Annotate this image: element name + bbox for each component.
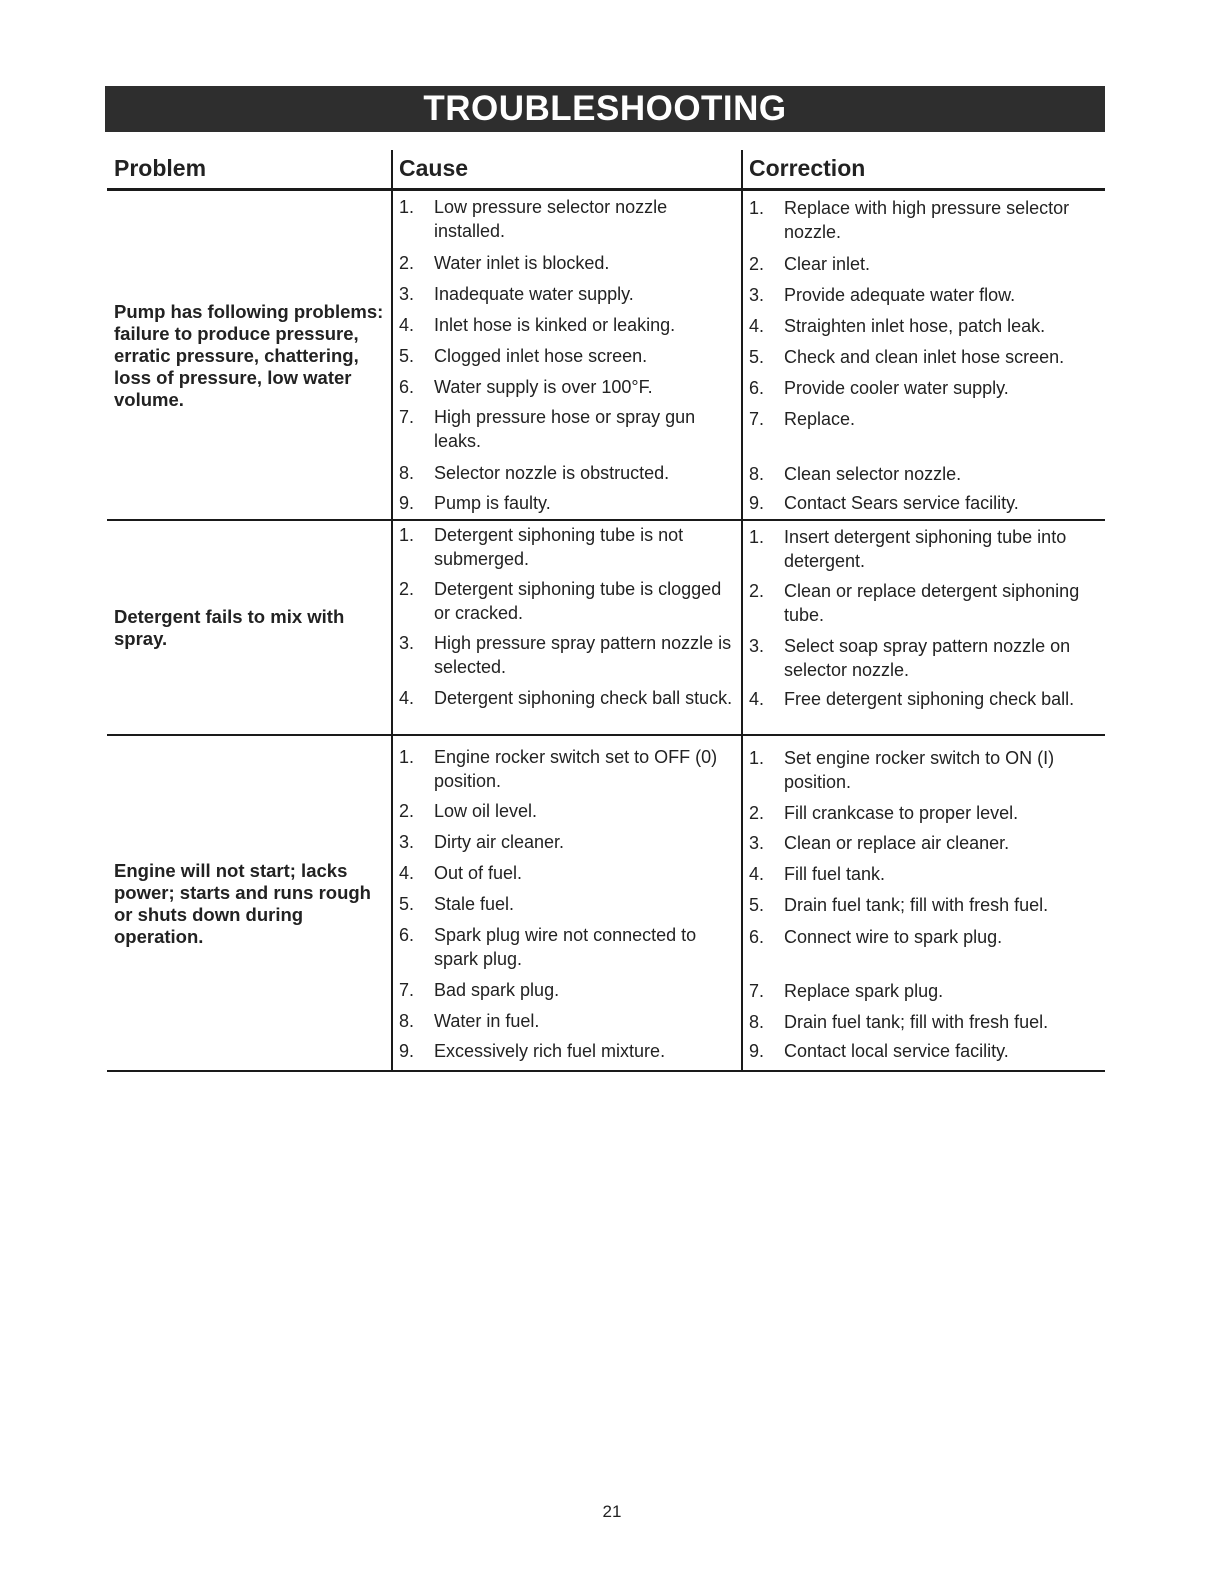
cause-text: Detergent siphoning tube is clogged or cracked. — [434, 579, 722, 623]
item-number: 7. — [399, 407, 415, 427]
cause-text: Water supply is over 100°F. — [434, 377, 653, 397]
item-number: 1. — [749, 198, 765, 218]
item-number: 9. — [399, 1041, 415, 1061]
correction-text: Replace. — [784, 409, 856, 429]
item-number: 5. — [749, 895, 765, 915]
correction-text: Drain fuel tank; fill with fresh fuel. — [784, 895, 1049, 915]
correction-text: Straighten inlet hose, patch leak. — [784, 316, 1046, 336]
item-number: 2. — [749, 581, 765, 601]
page-title-banner: TROUBLESHOOTING — [105, 86, 1105, 132]
correction-text: Clean or replace detergent siphoning tube. — [784, 581, 1080, 625]
correction-text: Replace with high pressure selector nozzle. — [784, 198, 1070, 242]
item-number: 6. — [749, 927, 765, 947]
correction-text: Check and clean inlet hose screen. — [784, 347, 1065, 367]
header-cause: Cause — [399, 155, 469, 181]
cause-text: Inadequate water supply. — [434, 284, 634, 304]
item-number: 8. — [749, 464, 765, 484]
item-number: 5. — [399, 894, 415, 914]
item-number: 7. — [749, 981, 765, 1001]
item-number: 4. — [749, 689, 765, 709]
section-divider — [107, 519, 1105, 521]
column-divider — [391, 150, 393, 1072]
cause-text: High pressure spray pattern nozzle is selected. — [434, 633, 732, 677]
correction-text: Provide adequate water flow. — [784, 285, 1016, 305]
cause-text: Low oil level. — [434, 801, 538, 821]
correction-text: Drain fuel tank; fill with fresh fuel. — [784, 1012, 1049, 1032]
cause-text: Excessively rich fuel mixture. — [434, 1041, 666, 1061]
correction-text: Fill crankcase to proper level. — [784, 803, 1019, 823]
correction-text: Clean or replace air cleaner. — [784, 833, 1010, 853]
cause-text: Clogged inlet hose screen. — [434, 346, 648, 366]
item-number: 6. — [399, 925, 415, 945]
item-number: 6. — [399, 377, 415, 397]
cause-text: Spark plug wire not connected to spark plug. — [434, 925, 697, 969]
item-number: 9. — [399, 493, 415, 513]
item-number: 3. — [749, 833, 765, 853]
item-number: 2. — [399, 579, 415, 599]
problem-text: Detergent fails to mix with spray. — [114, 606, 345, 649]
item-number: 2. — [749, 254, 765, 274]
item-number: 8. — [749, 1012, 765, 1032]
item-number: 3. — [749, 285, 765, 305]
cause-text: High pressure hose or spray gun leaks. — [434, 407, 696, 451]
section-divider — [107, 734, 1105, 736]
cause-text: Detergent siphoning check ball stuck. — [434, 688, 733, 708]
item-number: 8. — [399, 463, 415, 483]
cause-text: Pump is faulty. — [434, 493, 551, 513]
header-correction: Correction — [749, 155, 866, 181]
cause-text: Water in fuel. — [434, 1011, 540, 1031]
correction-text: Free detergent siphoning check ball. — [784, 689, 1075, 709]
cause-text: Dirty air cleaner. — [434, 832, 565, 852]
item-number: 4. — [399, 315, 415, 335]
table-bottom-rule — [107, 1070, 1105, 1072]
item-number: 4. — [749, 864, 765, 884]
item-number: 3. — [749, 636, 765, 656]
item-number: 5. — [399, 346, 415, 366]
item-number: 3. — [399, 284, 415, 304]
column-divider — [741, 150, 743, 1072]
page-number: 21 — [602, 1502, 622, 1521]
item-number: 2. — [399, 801, 415, 821]
item-number: 1. — [749, 748, 765, 768]
correction-text: Select soap spray pattern nozzle on selector nozzle. — [784, 636, 1071, 680]
correction-text: Fill fuel tank. — [784, 864, 886, 884]
correction-text: Insert detergent siphoning tube into detergent. — [784, 527, 1067, 571]
cause-text: Water inlet is blocked. — [434, 253, 610, 273]
item-number: 3. — [399, 832, 415, 852]
correction-text: Provide cooler water supply. — [784, 378, 1009, 398]
correction-text: Connect wire to spark plug. — [784, 927, 1003, 947]
header-problem: Problem — [114, 155, 207, 181]
item-number: 1. — [749, 527, 765, 547]
correction-text: Replace spark plug. — [784, 981, 944, 1001]
item-number: 9. — [749, 1041, 765, 1061]
item-number: 3. — [399, 633, 415, 653]
item-number: 7. — [749, 409, 765, 429]
cause-text: Stale fuel. — [434, 894, 515, 914]
problem-text: Pump has following problems: failure to produce pressure, erratic pressure, chattering, loss of pressure, low water volume. — [114, 301, 384, 410]
cause-text: Bad spark plug. — [434, 980, 560, 1000]
cause-text: Engine rocker switch set to OFF (0) position. — [434, 747, 718, 791]
item-number: 2. — [749, 803, 765, 823]
item-number: 2. — [399, 253, 415, 273]
item-number: 1. — [399, 197, 415, 217]
problem-text: Engine will not start; lacks power; starts and runs rough or shuts down during operation. — [114, 860, 371, 947]
item-number: 1. — [399, 747, 415, 767]
item-number: 7. — [399, 980, 415, 1000]
cause-text: Detergent siphoning tube is not submerged. — [434, 525, 684, 569]
item-number: 4. — [399, 863, 415, 883]
cause-text: Inlet hose is kinked or leaking. — [434, 315, 676, 335]
item-number: 4. — [749, 316, 765, 336]
item-number: 5. — [749, 347, 765, 367]
correction-text: Set engine rocker switch to ON (I) position. — [784, 748, 1055, 792]
correction-text: Contact local service facility. — [784, 1041, 1009, 1061]
item-number: 1. — [399, 525, 415, 545]
correction-text: Clean selector nozzle. — [784, 464, 962, 484]
header-rule — [107, 188, 1105, 191]
item-number: 4. — [399, 688, 415, 708]
item-number: 8. — [399, 1011, 415, 1031]
cause-text: Out of fuel. — [434, 863, 523, 883]
correction-text: Clear inlet. — [784, 254, 871, 274]
item-number: 9. — [749, 493, 765, 513]
correction-text: Contact Sears service facility. — [784, 493, 1019, 513]
cause-text: Low pressure selector nozzle installed. — [434, 197, 668, 241]
item-number: 6. — [749, 378, 765, 398]
cause-text: Selector nozzle is obstructed. — [434, 463, 670, 483]
